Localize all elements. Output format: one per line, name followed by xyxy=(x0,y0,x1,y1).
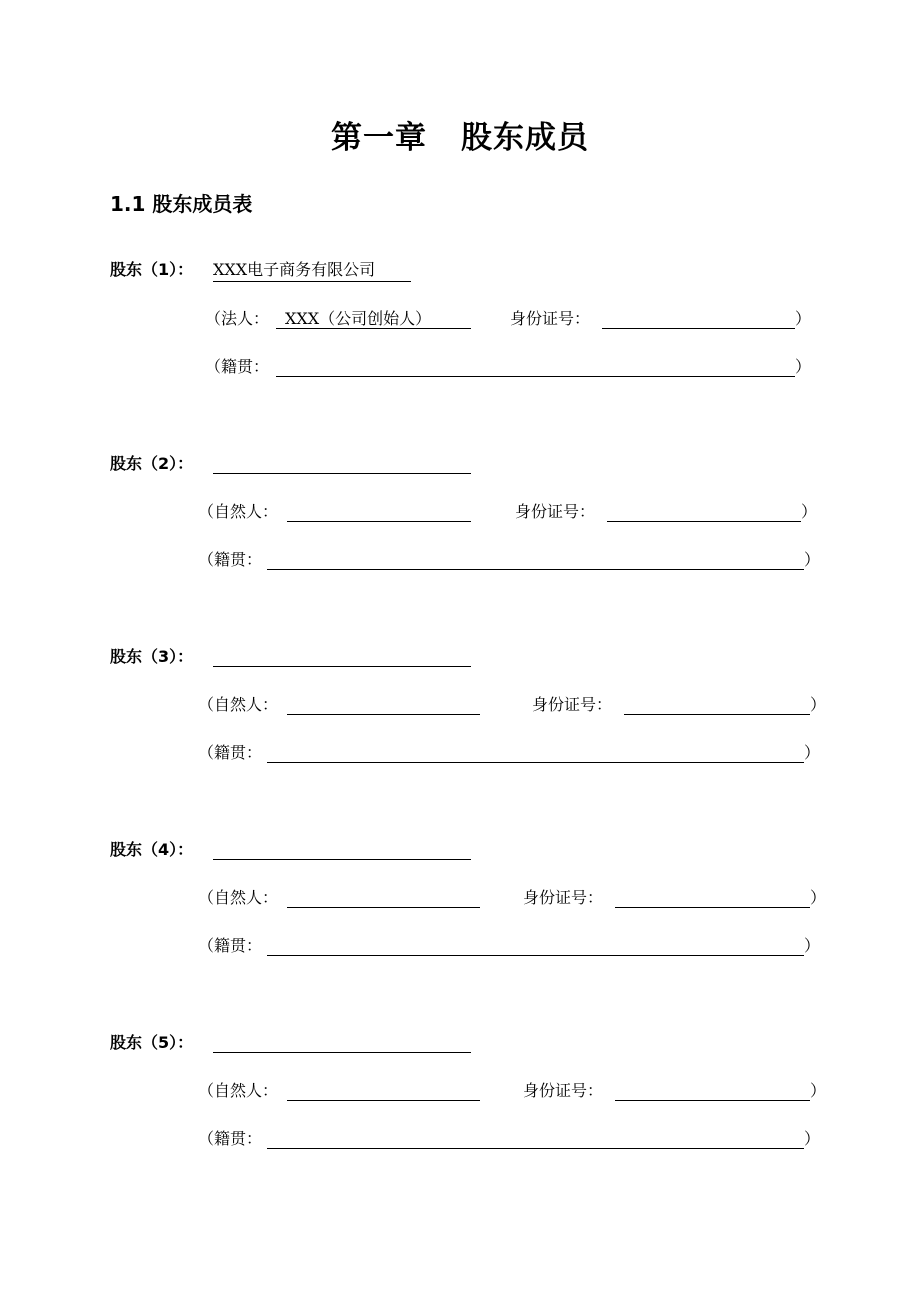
origin-label: （籍贯： xyxy=(205,357,270,376)
close-paren: ） xyxy=(810,888,827,907)
shareholder-name-underline xyxy=(213,1052,471,1053)
shareholder-name-underline xyxy=(213,281,411,282)
shareholder-name-underline xyxy=(213,473,471,474)
shareholder-name-underline xyxy=(213,859,471,860)
shareholder-label: 股东（4）： xyxy=(110,840,194,859)
person-label: （自然人： xyxy=(198,1081,279,1100)
shareholder-name-underline xyxy=(213,666,471,667)
origin-label: （籍贯： xyxy=(198,550,263,569)
chapter-name: 股东成员 xyxy=(461,120,589,156)
origin-underline xyxy=(267,1148,804,1149)
id-label: 身份证号： xyxy=(515,502,596,521)
id-underline xyxy=(615,1100,810,1101)
person-underline xyxy=(287,521,471,522)
chapter-number: 第一章 xyxy=(331,120,427,156)
origin-label: （籍贯： xyxy=(198,936,263,955)
id-underline xyxy=(607,521,801,522)
origin-label: （籍贯： xyxy=(198,743,263,762)
id-label: 身份证号： xyxy=(510,309,591,328)
person-label: （法人： xyxy=(205,309,270,328)
origin-label: （籍贯： xyxy=(198,1129,263,1148)
origin-underline xyxy=(267,955,804,956)
close-paren: ） xyxy=(804,743,821,762)
shareholder-name-field[interactable]: XXX电子商务有限公司 xyxy=(213,260,376,279)
person-underline xyxy=(276,328,471,329)
close-paren: ） xyxy=(801,502,818,521)
person-underline xyxy=(287,714,480,715)
id-label: 身份证号： xyxy=(523,888,604,907)
origin-underline xyxy=(276,376,795,377)
close-paren: ） xyxy=(804,550,821,569)
origin-underline xyxy=(267,569,804,570)
person-underline xyxy=(287,907,480,908)
id-underline xyxy=(624,714,810,715)
chapter-title xyxy=(0,112,920,157)
person-label: （自然人： xyxy=(198,502,279,521)
shareholder-label: 股东（5）： xyxy=(110,1033,194,1052)
id-label: 身份证号： xyxy=(523,1081,604,1100)
section-title: 1.1 股东成员表 xyxy=(110,192,253,216)
id-label: 身份证号： xyxy=(532,695,613,714)
person-field[interactable]: XXX（公司创始人） xyxy=(285,309,432,328)
id-underline xyxy=(602,328,795,329)
person-underline xyxy=(287,1100,480,1101)
shareholder-label: 股东（3）： xyxy=(110,647,194,666)
origin-underline xyxy=(267,762,804,763)
shareholder-label: 股东（2）： xyxy=(110,454,194,473)
close-paren: ） xyxy=(795,357,812,376)
close-paren: ） xyxy=(810,695,827,714)
close-paren: ） xyxy=(810,1081,827,1100)
close-paren: ） xyxy=(795,309,812,328)
person-label: （自然人： xyxy=(198,888,279,907)
person-label: （自然人： xyxy=(198,695,279,714)
close-paren: ） xyxy=(804,1129,821,1148)
id-underline xyxy=(615,907,810,908)
close-paren: ） xyxy=(804,936,821,955)
shareholder-label: 股东（1）： xyxy=(110,260,194,279)
